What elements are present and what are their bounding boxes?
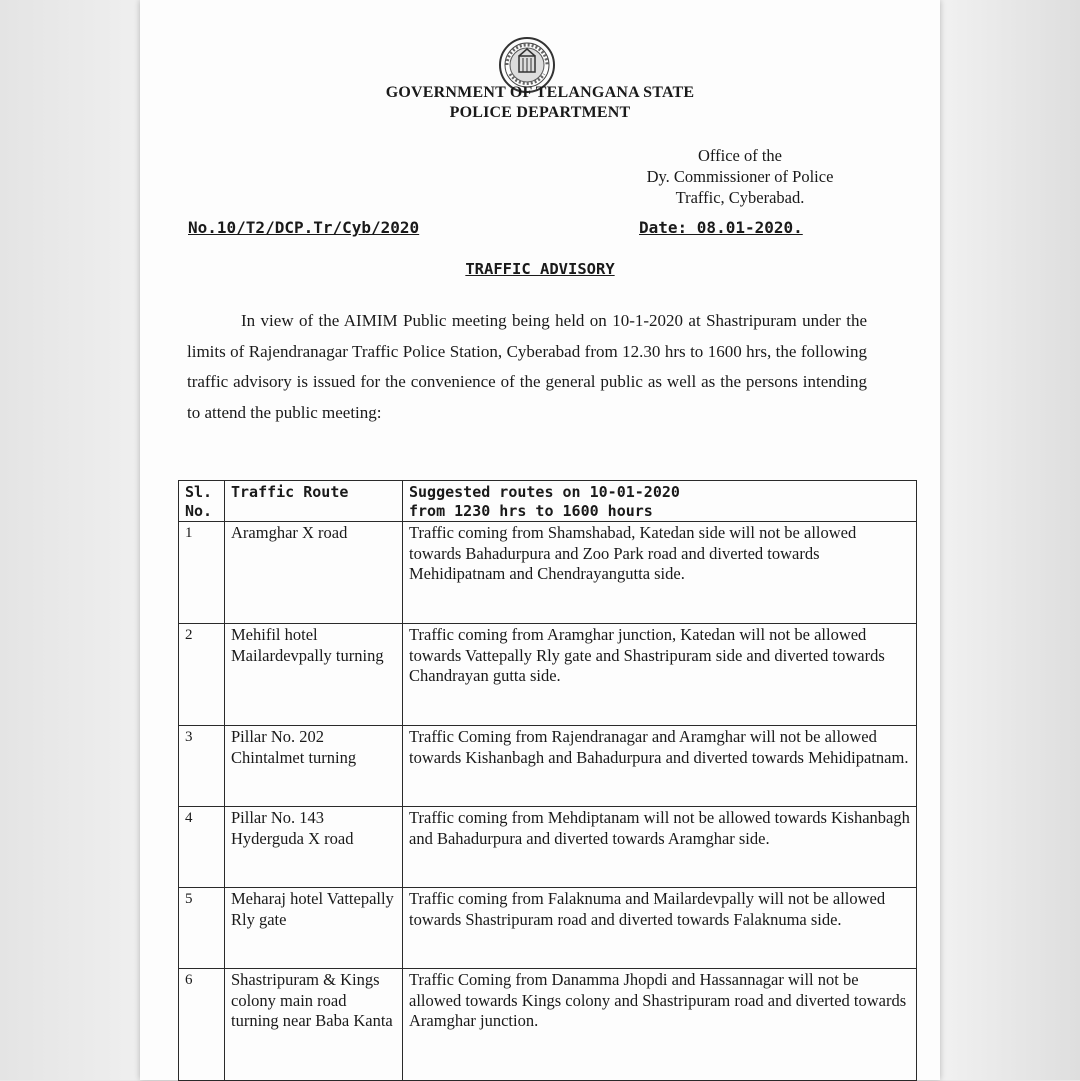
row-suggested-route: Traffic coming from Aramghar junction, Katedan will not be allowed towards Vattepally Rly gate and Shastripuram side and diverted towards Chandrayan gutta side.	[403, 624, 917, 726]
table-row	[179, 624, 917, 726]
advisory-title: TRAFFIC ADVISORY	[465, 260, 615, 278]
row-traffic-route: Meharaj hotel Vattepally Rly gate	[225, 888, 403, 969]
row-suggested-route: Traffic Coming from Danamma Jhopdi and Hassannagar will not be allowed towards Kings colony and Shastripuram road and diverted towards Aramghar junction.	[403, 969, 917, 1081]
office-line: Dy. Commissioner of Police	[646, 167, 834, 186]
row-sl-no: 5	[179, 888, 225, 969]
intro-paragraph: In view of the AIMIM Public meeting being held on 10-1-2020 at Shastripuram under the limits of Rajendranagar Traffic Police Station, Cyberabad from 12.30 hrs to 1600 hrs, the following traffic advisory is issued for the convenience of the general public as well as the persons intending to attend the public meeting:	[187, 311, 867, 422]
row-sl-no: 4	[179, 807, 225, 888]
table-row	[179, 807, 917, 888]
row-suggested-route: Traffic coming from Falaknuma and Mailardevpally will not be allowed towards Shastripuram road and diverted towards Falaknuma side.	[403, 888, 917, 969]
header-no-line: No.	[185, 502, 213, 520]
row-traffic-route: Shastripuram & Kings colony main road turning near Baba Kanta	[225, 969, 403, 1081]
government-heading: GOVERNMENT OF TELANGANA STATE	[385, 84, 695, 101]
row-suggested-route: Traffic coming from Shamshabad, Katedan side will not be allowed towards Bahadurpura and Zoo Park road and diverted towards Mehidipatnam and Chendrayangutta side.	[403, 522, 917, 624]
row-sl-no: 3	[179, 726, 225, 807]
row-sl-no: 2	[179, 624, 225, 726]
row-traffic-route: Pillar No. 143 Hyderguda X road	[225, 807, 403, 888]
row-traffic-route: Mehifil hotel Mailardevpally turning	[225, 624, 403, 726]
table-header-row	[179, 481, 917, 522]
row-traffic-route: Pillar No. 202 Chintalmet turning	[225, 726, 403, 807]
header-sl-line: Sl.	[185, 483, 213, 501]
table-row	[179, 969, 917, 1081]
row-traffic-route: Aramghar X road	[225, 522, 403, 624]
table-row	[179, 888, 917, 969]
header-suggested-line: Suggested routes on 10-01-2020	[409, 483, 680, 501]
office-address	[600, 145, 880, 208]
header-suggested-time: from 1230 hrs to 1600 hours	[409, 502, 653, 520]
traffic-routes-table	[178, 480, 917, 1081]
row-suggested-route: Traffic Coming from Rajendranagar and Aramghar will not be allowed towards Kishanbagh and Bahadurpura and diverted towards Mehidipatnam.	[403, 726, 917, 807]
row-suggested-route: Traffic coming from Mehdiptanam will not be allowed towards Kishanbagh and Bahadurpura and diverted towards Aramghar side.	[403, 807, 917, 888]
header-suggested-routes	[403, 481, 917, 522]
table-row	[179, 726, 917, 807]
background-right	[940, 0, 1080, 1080]
header-traffic-route: Traffic Route	[225, 481, 403, 522]
office-line: Traffic, Cyberabad.	[675, 188, 805, 207]
department-heading: POLICE DEPARTMENT	[449, 104, 631, 121]
reference-date: Date: 08.01-2020.	[639, 218, 803, 237]
row-sl-no: 6	[179, 969, 225, 1081]
office-line: Office of the	[698, 146, 782, 165]
background-left	[0, 0, 140, 1080]
header-sl-no	[179, 481, 225, 522]
row-sl-no: 1	[179, 522, 225, 624]
table-row	[179, 522, 917, 624]
reference-number: No.10/T2/DCP.Tr/Cyb/2020	[188, 218, 420, 237]
